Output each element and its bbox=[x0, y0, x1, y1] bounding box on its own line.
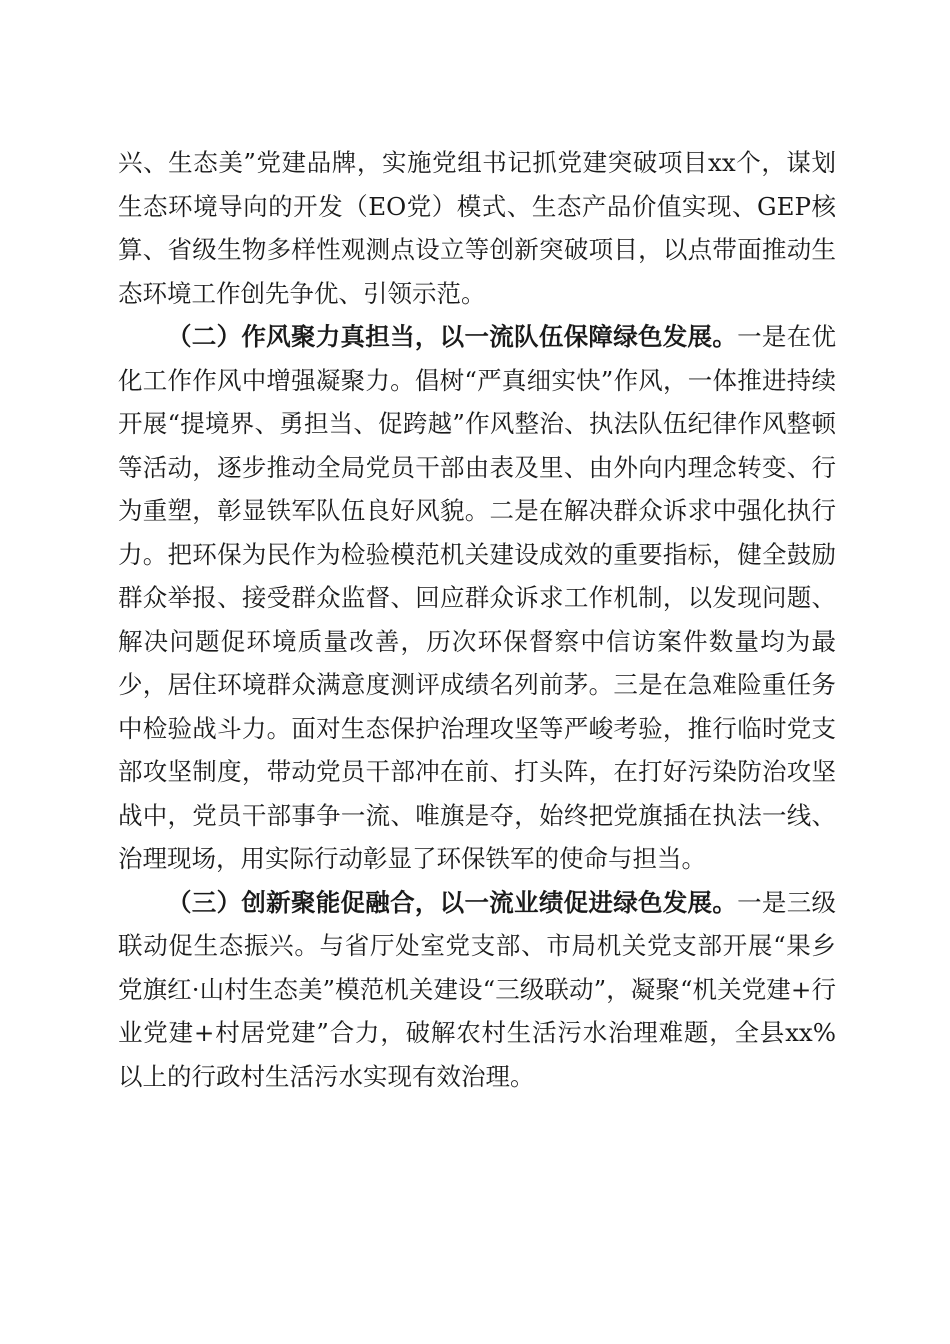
paragraph-continuation bbox=[118, 141, 836, 315]
document-body bbox=[118, 141, 836, 1098]
section-three-heading: （三）创新聚能促融合，以一流业绩促进绿色发展。 bbox=[167, 887, 738, 917]
section-three-text: 一是三级联动促生态振兴。与省厅处室党支部、市局机关党支部开展“果乡党旗红·山村生态美”模范机关建设“三级联动”，凝聚“机关党建+行业党建+村居党建”合力，破解农村生活污水治理难题，全县xx%以上的行政村生活污水实现有效治理。 bbox=[118, 887, 837, 1091]
paragraph-section-two bbox=[118, 315, 836, 881]
paragraph-section-three bbox=[118, 881, 836, 1099]
section-two-heading: （二）作风聚力真担当，以一流队伍保障绿色发展。 bbox=[167, 322, 738, 351]
section-two-text: 一是在优化工作作风中增强凝聚力。倡树“严真细实快”作风，一体推进持续开展“提境界、勇担当、促跨越”作风整治、执法队伍纪律作风整顿等活动，逐步推动全局党员干部由表及里、由外向内理念转变、行为重塑，彰显铁军队伍良好风貌。二是在解决群众诉求中强化执行力。把环保为民作为检验模范机关建设成效的重要指标，健全鼓励群众举报、接受群众监督、回应群众诉求工作机制，以发现问题、解决问题促环境质量改善，历次环保督察中信访案件数量均为最少，居住环境群众满意度测评成绩名列前茅。三是在急难险重任务中检验战斗力。面对生态保护治理攻坚等严峻考验，推行临时党支部攻坚制度，带动党员干部冲在前、打头阵，在打好污染防治攻坚战中，党员干部事争一流、唯旗是夺，始终把党旗插在执法一线、治理现场，用实际行动彰显了环保铁军的使命与担当。 bbox=[118, 322, 837, 873]
paragraph-1-text: 兴、生态美”党建品牌，实施党组书记抓党建突破项目xx个，谋划生态环境导向的开发（EO党）模式、生态产品价值实现、GEP核算、省级生物多样性观测点设立等创新突破项目，以点带面推动生态环境工作创先争优、引领示范。 bbox=[118, 148, 836, 308]
